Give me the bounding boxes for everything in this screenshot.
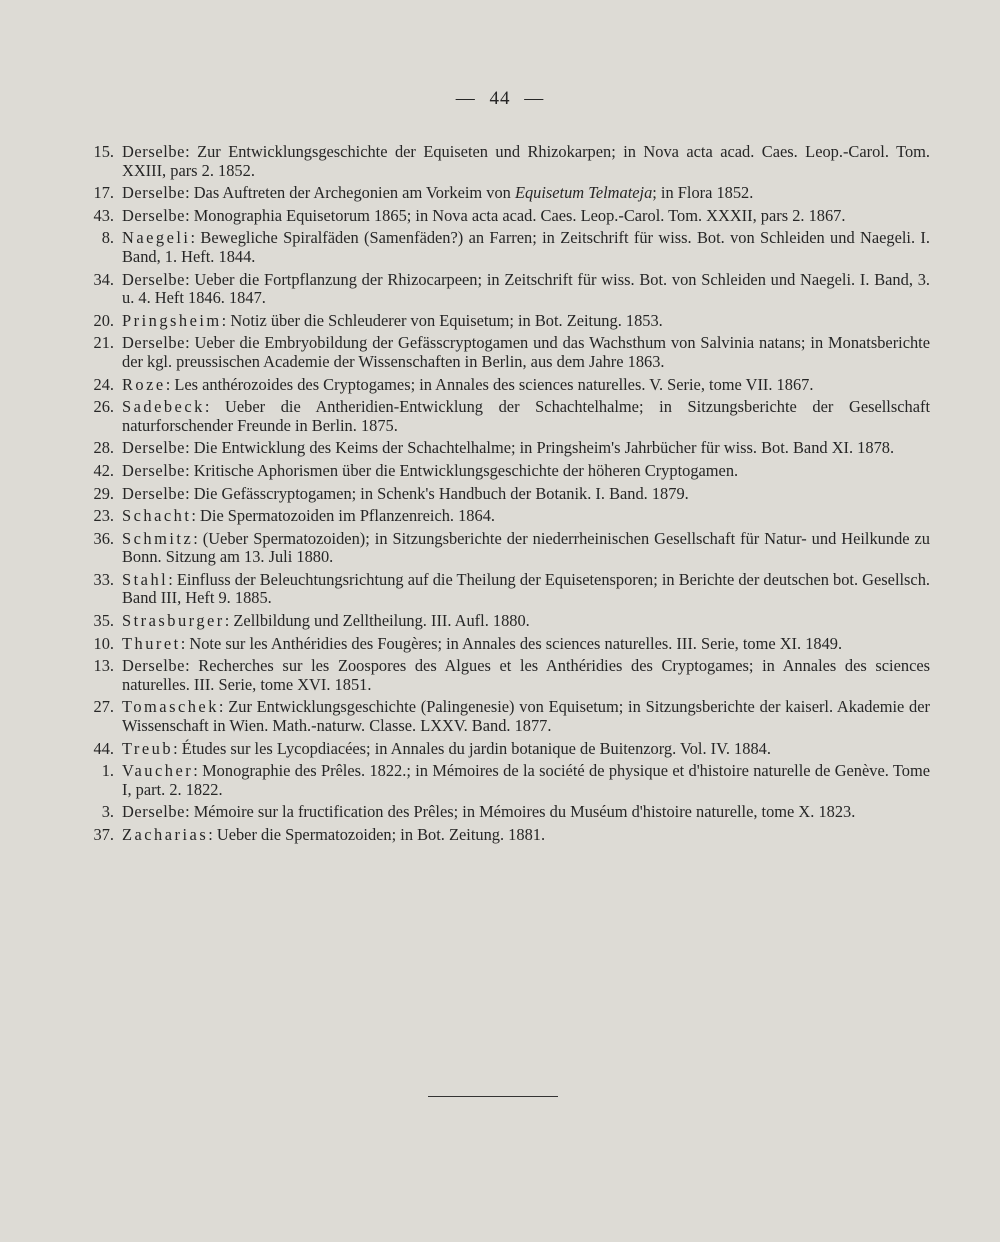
reference-text: Das Auftreten der Archegonien am Vorkeim von	[193, 183, 515, 203]
reference-number: 15.	[93, 142, 114, 161]
reference-number: 35.	[93, 611, 114, 631]
reference-author: Derselbe	[122, 802, 186, 822]
list-item: 43. Derselbe: Monographia Equisetorum 1865; in Nova acta acad. Caes. Leop.-Carol. Tom. XXXII, pars 2. 1867.	[84, 207, 930, 226]
reference-text: Zellbildung und Zelltheilung. III. Aufl. 1880.	[233, 611, 530, 631]
reference-text: Notiz über die Schleuderer von Equisetum; in Bot. Zeitung. 1853.	[230, 310, 663, 330]
reference-number: 42.	[93, 460, 114, 480]
reference-number: 23.	[93, 506, 114, 526]
reference-author: Sadebeck	[122, 397, 205, 417]
reference-text: Einfluss der Beleuchtungsrichtung auf die Theilung der Equisetensporen; in Berichte der deutschen bot. Gesellsch. Band III, Heft 9. 1885.	[122, 569, 930, 608]
list-item: 44. Treub: Études sur les Lycopdiacées; in Annales du jardin botanique de Buitenzorg. Vol. IV. 1884.	[84, 740, 930, 759]
list-item: 35. Strasburger: Zellbildung und Zelltheilung. III. Aufl. 1880.	[84, 612, 930, 631]
reference-text: (Ueber Spermatozoiden); in Sitzungsberichte der niederrheinischen Gesellschaft für Natur- und Heilkunde zu Bonn. Sitzung am 13. Juli 1880.	[122, 528, 930, 567]
reference-number: 28.	[93, 438, 114, 458]
reference-author: Strasburger	[122, 611, 225, 631]
list-item: 13. Derselbe: Recherches sur les Zoospores des Algues et les Anthéridies des Cryptogames; in Annales des sciences naturelles. III. Serie, tome XVI. 1851.	[84, 657, 930, 694]
reference-number: 10.	[93, 633, 114, 653]
list-item: 23. Schacht: Die Spermatozoiden im Pflanzenreich. 1864.	[84, 507, 930, 526]
reference-text: Die Gefässcryptogamen; in Schenk's Handbuch der Botanik. I. Band. 1879.	[193, 483, 689, 503]
list-item: 36. Schmitz: (Ueber Spermatozoiden); in Sitzungsberichte der niederrheinischen Gesellschaft für Natur- und Heilkunde zu Bonn. Sitzung am 13. Juli 1880.	[84, 530, 930, 567]
reference-italic-title: Equisetum Telmateja	[514, 183, 653, 203]
reference-text: Recherches sur les Zoospores des Algues et les Anthéridies des Cryptogames; in Annales des sciences naturelles. III. Serie, tome XVI. 1851.	[122, 656, 930, 694]
reference-text-after: ; in Flora 1852.	[652, 183, 754, 203]
bibliography-list	[84, 143, 930, 849]
list-item: 27. Tomaschek: Zur Entwicklungsgeschichte (Palingenesie) von Equisetum; in Sitzungsberichte der kaiserl. Akademie der Wissenschaft in Wien. Math.-naturw. Classe. LXXV. Band. 1877.	[84, 698, 930, 735]
reference-number: 24.	[93, 374, 114, 394]
list-item: 17. Derselbe: Das Auftreten der Archegonien am Vorkeim von Equisetum Telmateja; in Flora 1852.	[84, 184, 930, 203]
list-item: 15. Derselbe: Zur Entwicklungsgeschichte der Equiseten und Rhizokarpen; in Nova acta acad. Caes. Leop.-Carol. Tom. XXIII, pars 2. 1852.	[84, 143, 930, 180]
reference-number: 26.	[93, 397, 114, 417]
reference-author: Thuret	[122, 633, 181, 653]
list-item: 3. Derselbe: Mémoire sur la fructification des Prêles; in Mémoires du Muséum d'histoire naturelle, tome X. 1823.	[84, 803, 930, 822]
reference-author: Schmitz	[122, 528, 194, 548]
reference-text: Zur Entwicklungsgeschichte (Palingenesie) von Equisetum; in Sitzungsberichte der kaiserl. Akademie der Wissenschaft in Wien. Math.-naturw. Classe. LXXV. Band. 1877.	[122, 697, 930, 736]
reference-text: Kritische Aphorismen über die Entwicklungsgeschichte der höheren Cryptogamen.	[193, 460, 739, 480]
list-item: 21. Derselbe: Ueber die Embryobildung der Gefässcryptogamen und das Wachsthum von Salvinia natans; in Monatsberichte der kgl. preussischen Academie der Wissenschaften in Berlin, aus dem Jahre 1863.	[84, 334, 930, 371]
reference-author: Pringsheim	[122, 310, 222, 330]
reference-text: Ueber die Embryobildung der Gefässcryptogamen und das Wachsthum von Salvinia natans; in Monatsberichte der kgl. preussischen Academie der Wissenschaften in Berlin, aus dem Jahre 1863.	[122, 333, 931, 371]
reference-author: Derselbe	[122, 142, 186, 161]
list-item: 33. Stahl: Einfluss der Beleuchtungsrichtung auf die Theilung der Equisetensporen; in Berichte der deutschen bot. Gesellsch. Band III, Heft 9. 1885.	[84, 571, 930, 608]
reference-number: 43.	[93, 205, 114, 225]
reference-author: Derselbe	[122, 205, 186, 225]
reference-number: 34.	[93, 269, 114, 289]
reference-text: Monographia Equisetorum 1865; in Nova acta acad. Caes. Leop.-Carol. Tom. XXXII, pars 2. 1867.	[193, 205, 846, 225]
reference-number: 33.	[93, 569, 114, 589]
list-item: 37. Zacharias: Ueber die Spermatozoiden; in Bot. Zeitung. 1881.	[84, 826, 930, 845]
reference-number: 27.	[93, 697, 114, 717]
reference-number: 13.	[93, 656, 114, 676]
reference-text: Les anthérozoides des Cryptogames; in Annales des sciences naturelles. V. Serie, tome VII. 1867.	[174, 374, 814, 394]
list-item: 42. Derselbe: Kritische Aphorismen über die Entwicklungsgeschichte der höheren Cryptogamen.	[84, 462, 930, 481]
reference-text: Études sur les Lycopdiacées; in Annales du jardin botanique de Buitenzorg. Vol. IV. 1884.	[181, 738, 771, 758]
reference-author: Derselbe	[122, 269, 186, 289]
reference-author: Vaucher	[122, 761, 194, 781]
reference-text: Bewegliche Spiralfäden (Samenfäden?) an Farren; in Zeitschrift für wiss. Bot. von Schleiden und Naegeli. I. Band, 1. Heft. 1844.	[122, 228, 930, 266]
list-item: 10. Thuret: Note sur les Anthéridies des Fougères; in Annales des sciences naturelles. III. Serie, tome XI. 1849.	[84, 635, 930, 654]
list-item: 24. Roze: Les anthérozoides des Cryptogames; in Annales des sciences naturelles. V. Serie, tome VII. 1867.	[84, 376, 930, 395]
closing-rule	[428, 1096, 558, 1097]
reference-text: Zur Entwicklungsgeschichte der Equiseten und Rhizokarpen; in Nova acta acad. Caes. Leop.-Carol. Tom. XXIII, pars 2. 1852.	[122, 142, 930, 180]
reference-author: Roze	[122, 374, 166, 394]
reference-number: 20.	[93, 310, 114, 330]
reference-number: 1.	[101, 761, 114, 781]
reference-author: Derselbe	[122, 333, 186, 353]
reference-author: Derselbe	[122, 183, 186, 203]
list-item: 26. Sadebeck: Ueber die Antheridien-Entwicklung der Schachtelhalme; in Sitzungsberichte der Gesellschaft naturforschender Freunde in Berlin. 1875.	[84, 398, 930, 435]
page-number: — 44 —	[455, 88, 545, 109]
reference-author: Schacht	[122, 506, 192, 526]
reference-text: Monographie des Prêles. 1822.; in Mémoires de la société de physique et d'histoire naturelle de Genève. Tome I, part. 2. 1822.	[122, 761, 930, 799]
reference-number: 8.	[101, 228, 114, 248]
reference-number: 29.	[93, 483, 114, 503]
reference-number: 3.	[101, 802, 114, 822]
reference-number: 44.	[93, 738, 114, 758]
reference-author: Derselbe	[122, 656, 186, 676]
list-item: 1. Vaucher: Monographie des Prêles. 1822.; in Mémoires de la société de physique et d'histoire naturelle de Genève. Tome I, part. 2. 1822.	[84, 762, 930, 799]
reference-text: Mémoire sur la fructification des Prêles; in Mémoires du Muséum d'histoire naturelle, tome X. 1823.	[193, 802, 856, 822]
list-item: 28. Derselbe: Die Entwicklung des Keims der Schachtelhalme; in Pringsheim's Jahrbücher für wiss. Bot. Band XI. 1878.	[84, 439, 930, 458]
list-item: 29. Derselbe: Die Gefässcryptogamen; in Schenk's Handbuch der Botanik. I. Band. 1879.	[84, 485, 930, 504]
reference-text: Die Entwicklung des Keims der Schachtelhalme; in Pringsheim's Jahrbücher für wiss. Bot. Band XI. 1878.	[193, 438, 895, 458]
reference-number: 36.	[93, 528, 114, 548]
reference-text: Ueber die Antheridien-Entwicklung der Schachtelhalme; in Sitzungsberichte der Gesellschaft naturforschender Freunde in Berlin. 1875.	[122, 397, 931, 435]
reference-author: Stahl	[122, 569, 169, 589]
reference-author: Treub	[122, 738, 174, 758]
reference-author: Zacharias	[122, 825, 209, 844]
list-item: 20. Pringsheim: Notiz über die Schleuderer von Equisetum; in Bot. Zeitung. 1853.	[84, 312, 930, 331]
reference-text: Ueber die Fortpflanzung der Rhizocarpeen; in Zeitschrift für wiss. Bot. von Schleiden und Naegeli. I. Band, 3. u. 4. Heft 1846. 1847.	[122, 269, 930, 308]
reference-author: Tomaschek	[122, 697, 219, 717]
list-item: 34. Derselbe: Ueber die Fortpflanzung der Rhizocarpeen; in Zeitschrift für wiss. Bot. von Schleiden und Naegeli. I. Band, 3. u. 4. Heft 1846. 1847.	[84, 271, 930, 308]
reference-number: 21.	[93, 333, 114, 353]
list-item: 8. Naegeli: Bewegliche Spiralfäden (Samenfäden?) an Farren; in Zeitschrift für wiss. Bot. von Schleiden und Naegeli. I. Band, 1. Heft. 1844.	[84, 229, 930, 266]
reference-author: Derselbe	[122, 460, 186, 480]
reference-number: 37.	[93, 825, 114, 844]
reference-author: Naegeli	[122, 228, 191, 248]
reference-text: Die Spermatozoiden im Pflanzenreich. 1864.	[200, 506, 495, 526]
reference-number: 17.	[93, 183, 114, 203]
reference-text: Ueber die Spermatozoiden; in Bot. Zeitung. 1881.	[216, 825, 546, 844]
reference-author: Derselbe	[122, 438, 186, 458]
reference-text: Note sur les Anthéridies des Fougères; in Annales des sciences naturelles. III. Serie, tome XI. 1849.	[189, 633, 843, 653]
reference-author: Derselbe	[122, 483, 186, 503]
